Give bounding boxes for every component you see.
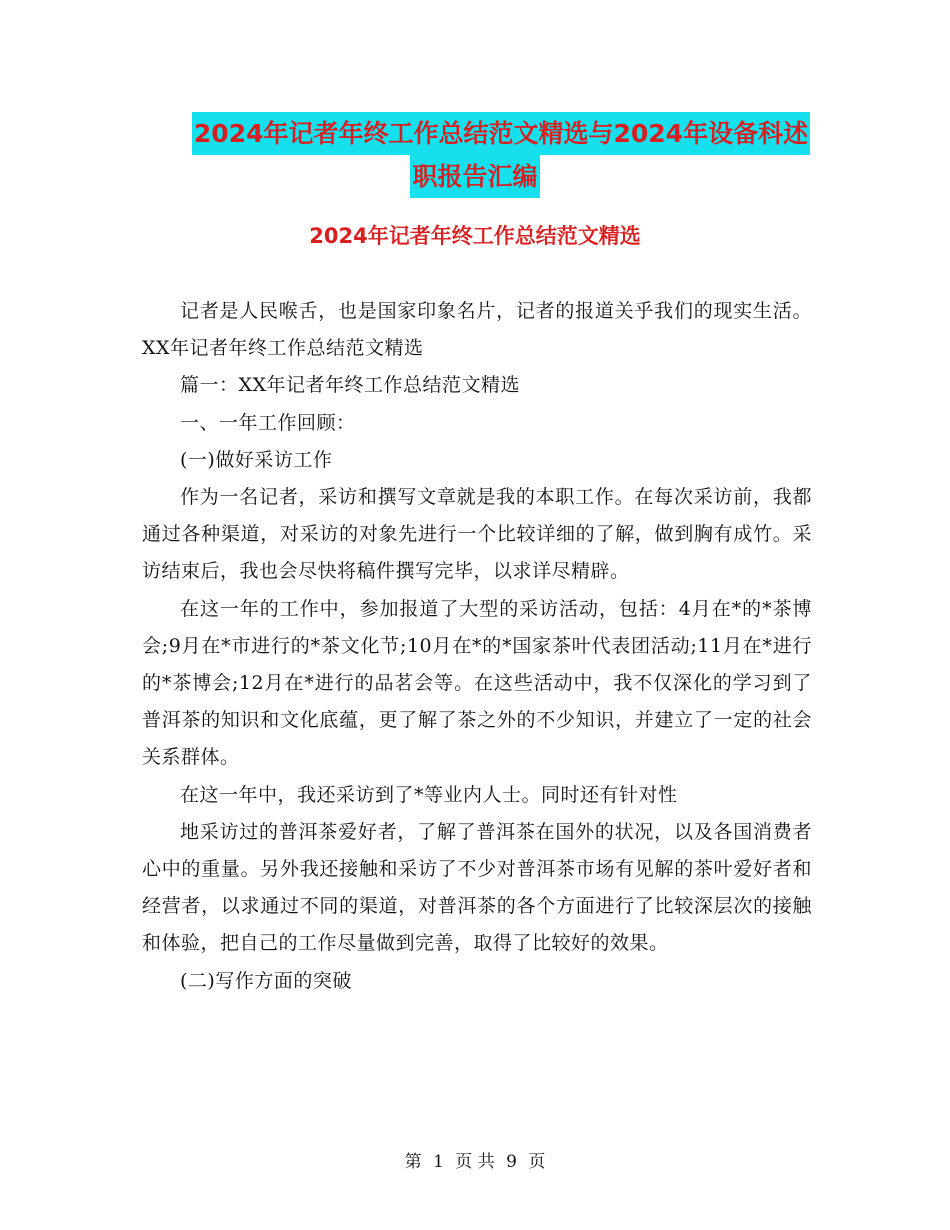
page-footer	[0, 1150, 950, 1174]
paragraph: (二)写作方面的突破	[180, 969, 352, 992]
total-pages: 9	[506, 1152, 517, 1172]
paragraph: 作为一名记者，采访和撰写文章就是我的本职工作。在每次采访前，我都通过各种渠道，对采访的对象先进行一个比较详细的了解，做到胸有成竹。采访结束后，我也会尽快将稿件撰写完毕，以求详尽精辟。	[142, 486, 812, 583]
paragraph: 篇一：XX年记者年终工作总结范文精选	[180, 374, 521, 397]
footer-suffix: 页	[528, 1152, 546, 1172]
page-number: 1	[433, 1152, 444, 1172]
title-line-1: 2024年记者年终工作总结范文精选与2024年设备科述	[192, 112, 810, 155]
body-text	[142, 293, 812, 1000]
paragraph: 记者是人民喉舌，也是国家印象名片，记者的报道关乎我们的现实生活。XX年记者年终工作总结范文精选	[142, 300, 812, 360]
paragraph: 在这一年中，我还采访到了*等业内人士。同时还有针对性	[180, 783, 678, 806]
footer-middle: 页 共	[455, 1152, 495, 1172]
footer-prefix: 第	[404, 1152, 422, 1172]
paragraph: 地采访过的普洱茶爱好者，了解了普洱茶在国外的状况，以及各国消费者心中的重量。另外我还接触和采访了不少对普洱茶市场有见解的茶叶爱好者和经营者，以求通过不同的渠道，对普洱茶的各个方面进行了比较深层次的接触和体验，把自己的工作尽量做到完善，取得了比较好的效果。	[142, 820, 812, 955]
title-line-2: 职报告汇编	[410, 155, 539, 198]
paragraph: 一、一年工作回顾：	[180, 411, 356, 434]
document-title	[0, 112, 950, 198]
paragraph: (一)做好采访工作	[180, 448, 333, 471]
section-title: 2024年记者年终工作总结范文精选	[309, 224, 641, 248]
paragraph: 在这一年的工作中，参加报道了大型的采访活动，包括：4月在*的*茶博会;9月在*市进行的*茶文化节;10月在*的*国家茶叶代表团活动;11月在*进行的*茶博会;12月在*进行的品茗会等。在这些活动中，我不仅深化的学习到了普洱茶的知识和文化底蕴，更了解了茶之外的不少知识，并建立了一定的社会关系群体。	[142, 597, 812, 769]
